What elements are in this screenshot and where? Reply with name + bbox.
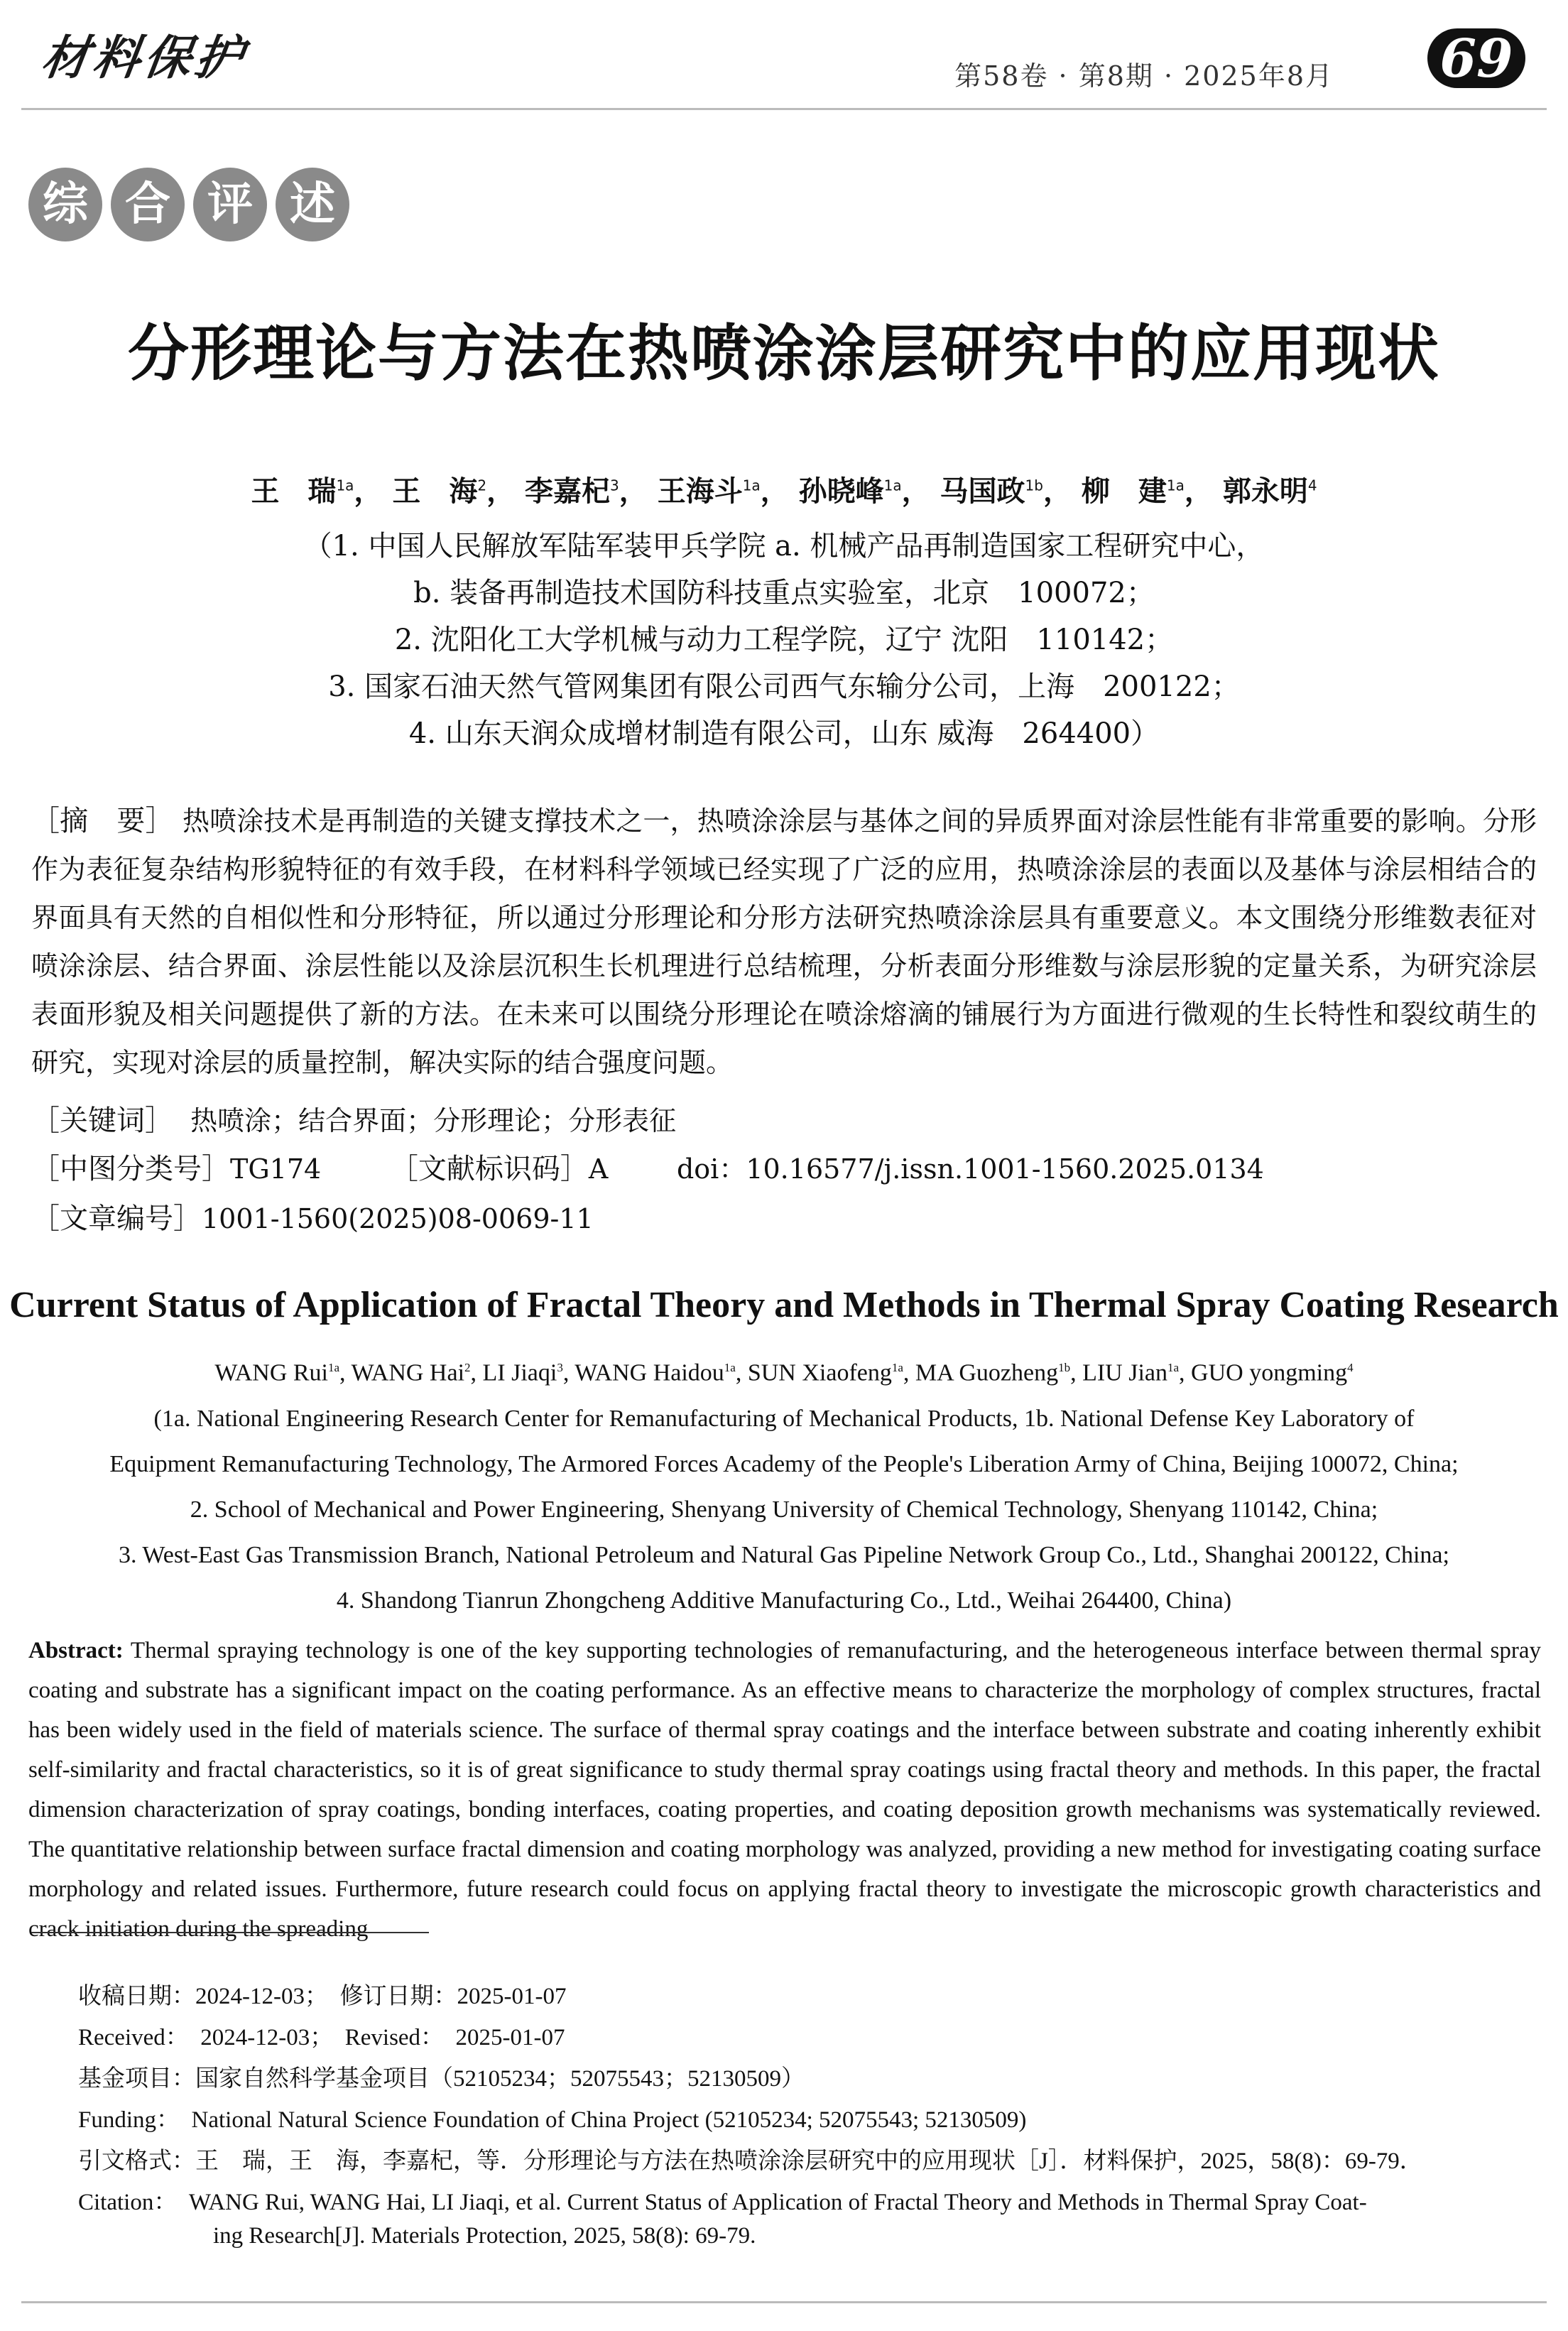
affiliations-cn xyxy=(0,523,1568,757)
author-sup: 3 xyxy=(557,1361,563,1374)
author-sup: 1a xyxy=(1167,1361,1180,1374)
bottom-rule xyxy=(21,2301,1547,2303)
author-name: 马国政 xyxy=(940,475,1025,508)
author-sup: 4 xyxy=(1307,477,1317,494)
header-rule xyxy=(21,108,1547,110)
affiliations-en xyxy=(0,1396,1568,1624)
keywords-cn xyxy=(31,1098,676,1139)
affiliation-line: 4. Shandong Tianrun Zhongcheng Additive Manufacturing Co., Ltd., Weihai 264400, China) xyxy=(336,1587,1232,1614)
affiliation-line: b. 装备再制造技术国防科技重点实验室，北京 100072； xyxy=(413,577,1155,609)
citation-en: Citation： WANG Rui, WANG Hai, LI Jiaqi, et al. Current Status of Application of Fractal Theory and Methods in Thermal Spray Coat- xyxy=(78,2190,1367,2215)
author-sup: 1b xyxy=(1058,1361,1071,1374)
author-name: 郭永明 xyxy=(1222,475,1308,508)
doc-code-value: A xyxy=(588,1153,609,1185)
author-sup: 1b xyxy=(1025,477,1043,494)
author-sup: 1a xyxy=(742,477,761,494)
paper-title-cn: 分形理论与方法在热喷涂涂层研究中的应用现状 xyxy=(128,318,1440,389)
author-sup: 1a xyxy=(336,477,354,494)
affiliation-line: 4. 山东天润众成增材制造有限公司，山东 威海 264400） xyxy=(408,717,1160,750)
footnote-rule xyxy=(31,1932,429,1933)
author-sup: 1a xyxy=(1166,477,1185,494)
author-sup: 4 xyxy=(1347,1361,1354,1374)
author-sup: 3 xyxy=(610,477,619,494)
author-list-en: WANG Rui$^{1a}$, WANG Hai$^2$, LI Jiaqi$^3$, WANG Haidou$^{1a}$, SUN Xiaofeng$^{1a}$, MA Guozheng$^{1b}$, LIU Jian$^{1a}$, GUO yongming$^4$ xyxy=(214,1359,1354,1386)
author-sup: 2 xyxy=(464,1361,471,1374)
section-badge-char: 述 xyxy=(276,168,349,241)
author-name: SUN Xiaofeng xyxy=(747,1359,892,1386)
section-badge-char: 评 xyxy=(193,168,267,241)
keywords-text: 热喷涂；结合界面；分形理论；分形表征 xyxy=(190,1105,677,1136)
author-name: WANG Hai xyxy=(351,1359,465,1386)
keywords-label: ［关键词］ xyxy=(31,1104,173,1137)
author-sup: 1a xyxy=(328,1361,340,1374)
section-badge-char: 合 xyxy=(111,168,185,241)
author-name: WANG Haidou xyxy=(575,1359,724,1386)
author-list-cn: 王 瑞$^{1a}$， 王 海$^2$， 李嘉杞$^3$， 王海斗$^{1a}$， 孙晓峰$^{1a}$， 马国政$^{1b}$， 柳 建$^{1a}$， 郭永明$^4$ xyxy=(251,475,1317,508)
abstract-cn-label: ［摘 要］ xyxy=(31,805,174,837)
paper-title-en: Current Status of Application of Fractal Theory and Methods in Thermal Spray Coating Research xyxy=(9,1285,1559,1325)
received-en: Received： 2024-12-03； Revised： 2025-01-07 xyxy=(78,2025,565,2050)
author-name: 李嘉杞 xyxy=(525,475,611,508)
article-number-label: ［文章编号］ xyxy=(31,1202,202,1235)
author-name: MA Guozheng xyxy=(915,1359,1059,1386)
author-name: 柳 建 xyxy=(1081,475,1167,508)
abstract-en-label: Abstract: xyxy=(28,1638,124,1663)
section-badge xyxy=(28,168,349,241)
article-number xyxy=(31,1196,594,1237)
author-name: LI Jiaqi xyxy=(482,1359,557,1386)
classification-line xyxy=(31,1146,1264,1187)
affiliation-line: 3. West-East Gas Transmission Branch, National Petroleum and Natural Gas Pipeline Network Group Co., Ltd., Shanghai 200122, China; xyxy=(119,1542,1449,1568)
doi-label: doi： xyxy=(676,1153,746,1185)
abstract-en xyxy=(28,1631,1541,1942)
author-sup: 1a xyxy=(724,1361,736,1374)
author-sup: 2 xyxy=(477,477,487,494)
doi-value: 10.16577/j.issn.1001-1560.2025.0134 xyxy=(746,1153,1264,1185)
affiliation-line: 3. 国家石油天然气管网集团有限公司西气东输分公司，上海 200122； xyxy=(328,670,1240,703)
section-badge-char: 综 xyxy=(28,168,102,241)
citation-en-continued: ing Research[J]. Materials Protection, 2025, 58(8): 69-79. xyxy=(213,2223,756,2249)
author-sup: 1a xyxy=(883,477,902,494)
funding-en: Funding： National Natural Science Foundation of China Project (52105234; 52075543; 52130509) xyxy=(78,2107,1027,2133)
clc-value: TG174 xyxy=(230,1153,322,1185)
affiliation-line: 2. School of Mechanical and Power Engineering, Shenyang University of Chemical Technology, Shenyang 110142, China; xyxy=(190,1496,1378,1523)
received-cn: 收稿日期：2024-12-03； 修订日期：2025-01-07 xyxy=(78,1984,567,2009)
author-sup: 1a xyxy=(891,1361,903,1374)
affiliation-line: Equipment Remanufacturing Technology, The Armored Forces Academy of the People's Liberation Army of China, Beijing 100072, China; xyxy=(109,1451,1459,1477)
author-name: LIU Jian xyxy=(1082,1359,1167,1386)
affiliation-line: (1a. National Engineering Research Center for Remanufacturing of Mechanical Products, 1b. National Defense Key Laboratory of xyxy=(153,1406,1415,1432)
affiliation-line: 2. 沈阳化工大学机械与动力工程学院，辽宁 沈阳 110142； xyxy=(394,624,1174,656)
abstract-en-text: Thermal spraying technology is one of the key supporting technologies of remanufacturing, and the heterogeneous interface between thermal spray coating and substrate has a significant impact on the coating performance. As an effective means to characterize the morphology of complex structures, fractal has been widely used in the field of materials science. The surface of thermal spray coatings and the interface between substrate and coating inherently exhibit self-similarity and fractal characteristics, so it is of great significance to study thermal spray coatings using fractal theory and methods. In this paper, the fractal dimension characterization of spray coatings, bonding interfaces, coating properties, and coating deposition growth mechanisms was systematically reviewed. The quantitative relationship between surface fractal dimension and coating morphology was analyzed, providing a new method for investigating coating surface morphology and related issues. Furthermore, future research could focus on applying fractal theory to investigate the microscopic growth characteristics and crack initiation during the spreading xyxy=(28,1638,1541,1942)
author-name: WANG Rui xyxy=(214,1359,328,1386)
author-name: 孙晓峰 xyxy=(798,475,884,508)
author-name: 王海斗 xyxy=(657,475,743,508)
citation-cn: 引文格式：王 瑞，王 海，李嘉杞，等．分形理论与方法在热喷涂涂层研究中的应用现状［J］．材料保护，2025，58(8)：69-79． xyxy=(78,2148,1423,2174)
clc-label: ［中图分类号］ xyxy=(31,1153,230,1185)
affiliation-line: （1. 中国人民解放军陆军装甲兵学院 a. 机械产品再制造国家工程研究中心， xyxy=(303,530,1265,563)
author-name: 王 瑞 xyxy=(251,475,337,508)
page-number: 69 xyxy=(1427,28,1525,88)
funding-cn: 基金项目：国家自然科学基金项目（52105234；52075543；52130509） xyxy=(78,2066,805,2092)
abstract-cn xyxy=(31,797,1537,1087)
abstract-cn-text: 热喷涂技术是再制造的关键支撑技术之一，热喷涂涂层与基体之间的异质界面对涂层性能有非常重要的影响。分形作为表征复杂结构形貌特征的有效手段，在材料科学领域已经实现了广泛的应用，热喷涂涂层的表面以及基体与涂层相结合的界面具有天然的自相似性和分形特征，所以通过分形理论和分形方法研究热喷涂涂层具有重要意义。本文围绕分形维数表征对喷涂涂层、结合界面、涂层性能以及涂层沉积生长机理进行总结梳理，分析表面分形维数与涂层形貌的定量关系，为研究涂层表面形貌及相关问题提供了新的方法。在未来可以围绕分形理论在喷涂熔滴的铺展行为方面进行微观的生长特性和裂纹萌生的研究，实现对涂层的质量控制，解决实际的结合强度问题。 xyxy=(31,805,1537,1078)
issue-info: 第58卷 · 第8期 · 2025年8月 xyxy=(954,60,1334,92)
article-number-value: 1001-1560(2025)08-0069-11 xyxy=(202,1203,594,1234)
journal-logo: 材料保护 xyxy=(38,30,251,85)
author-name: 王 海 xyxy=(392,475,478,508)
doc-code-label: ［文献标识码］ xyxy=(389,1153,589,1185)
author-name: GUO yongming xyxy=(1191,1359,1348,1386)
